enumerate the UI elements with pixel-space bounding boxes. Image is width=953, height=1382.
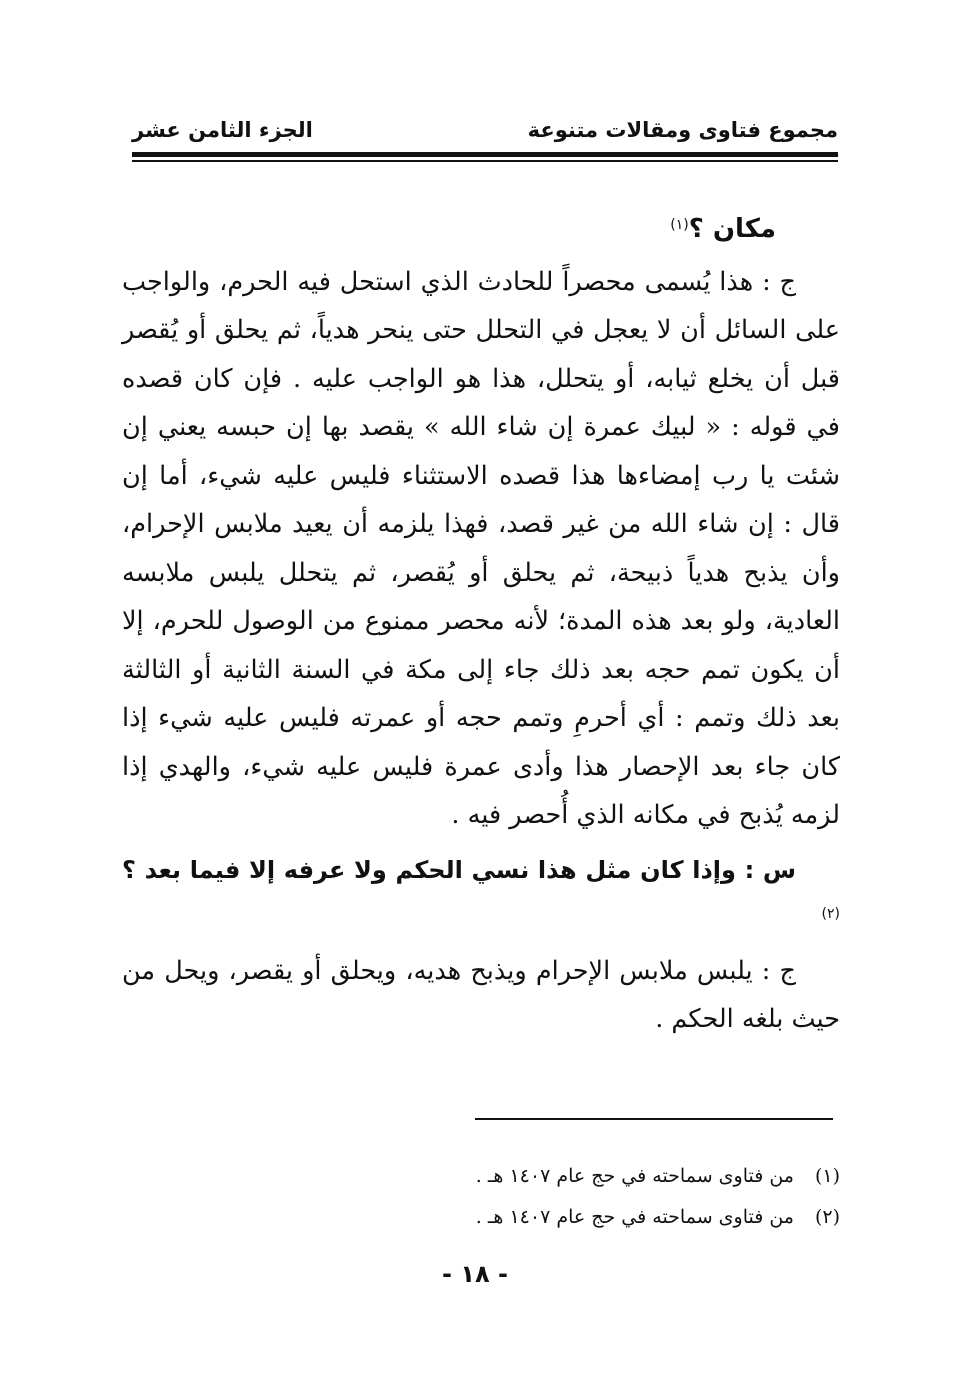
footnote-1 (300, 1156, 840, 1197)
footnotes (300, 1156, 840, 1238)
footnote-2 (300, 1197, 840, 1238)
footnote-number: (١) (814, 1165, 840, 1187)
footnote-number: (٢) (814, 1206, 840, 1228)
header-rule-thick (132, 152, 838, 157)
question-paragraph (122, 846, 840, 943)
footnote-ref-1: (١) (670, 217, 689, 233)
continued-question-text: مكان ؟ (688, 214, 776, 244)
header-rule-thin (132, 160, 838, 162)
question-text: س : وإذا كان مثل هذا نسي الحكم ولا عرفه إلا فيما بعد ؟ (122, 855, 796, 884)
footnote-text: من فتاوى سماحته في حج عام ١٤٠٧ هـ . (475, 1165, 794, 1187)
body-text (122, 205, 840, 1044)
footnote-ref-2: (٢) (821, 906, 840, 922)
running-header (132, 118, 838, 150)
footnote-text: من فتاوى سماحته في حج عام ١٤٠٧ هـ . (475, 1206, 794, 1228)
volume-title: الجزء الثامن عشر (132, 118, 313, 142)
answer-paragraph-2: ج : يلبس ملابس الإحرام ويذبح هديه، ويحلق أو يقصر، ويحل من حيث بلغه الحكم . (122, 955, 840, 1034)
continued-question (122, 205, 776, 254)
book-title: مجموع فتاوى ومقالات متنوعة (527, 118, 838, 142)
answer-paragraph-1: ج : هذا يُسمى محصراً للحادث الذي استحل فيه الحرم، والواجب على السائل أن لا يعجل في التحلل حتى ينحر هدياً، ثم يحلق أو يُقصر قبل أن يخلع ثيابه، أو يتحلل، هذا هو الواجب عليه . فإن كان قصده في قوله : « لبيك عمرة إن شاء الله » يقصد بها إن حبسه يعني إن شئت يا رب إمضاءها هذا قصده الاستثناء فليس عليه شيء، أما إن قال : إن شاء الله من غير قصد، فهذا يلزمه أن يعيد ملابس الإحرام، وأن يذبح هدياً ذبيحة، ثم يحلق أو يُقصر، ثم يتحلل يلبس ملابسه العادية، ولو بعد هذه المدة؛ لأنه محصر ممنوع من الوصول للحرم، إلا أن يكون تمم حجه بعد ذلك جاء إلى مكة في السنة الثانية أو الثالثة بعد ذلك وتمم : أي أحرمِ وتمم حجه أو عمرته فليس عليه شيء إذا كان جاء بعد الإحصار هذا وأدى عمرة فليس عليه شيء، والهدي إذا لزمه يُذبح في مكانه الذي أُحصر فيه . (122, 266, 840, 830)
footnote-separator (475, 1118, 833, 1120)
page-number: - ١٨ - (442, 1260, 508, 1288)
